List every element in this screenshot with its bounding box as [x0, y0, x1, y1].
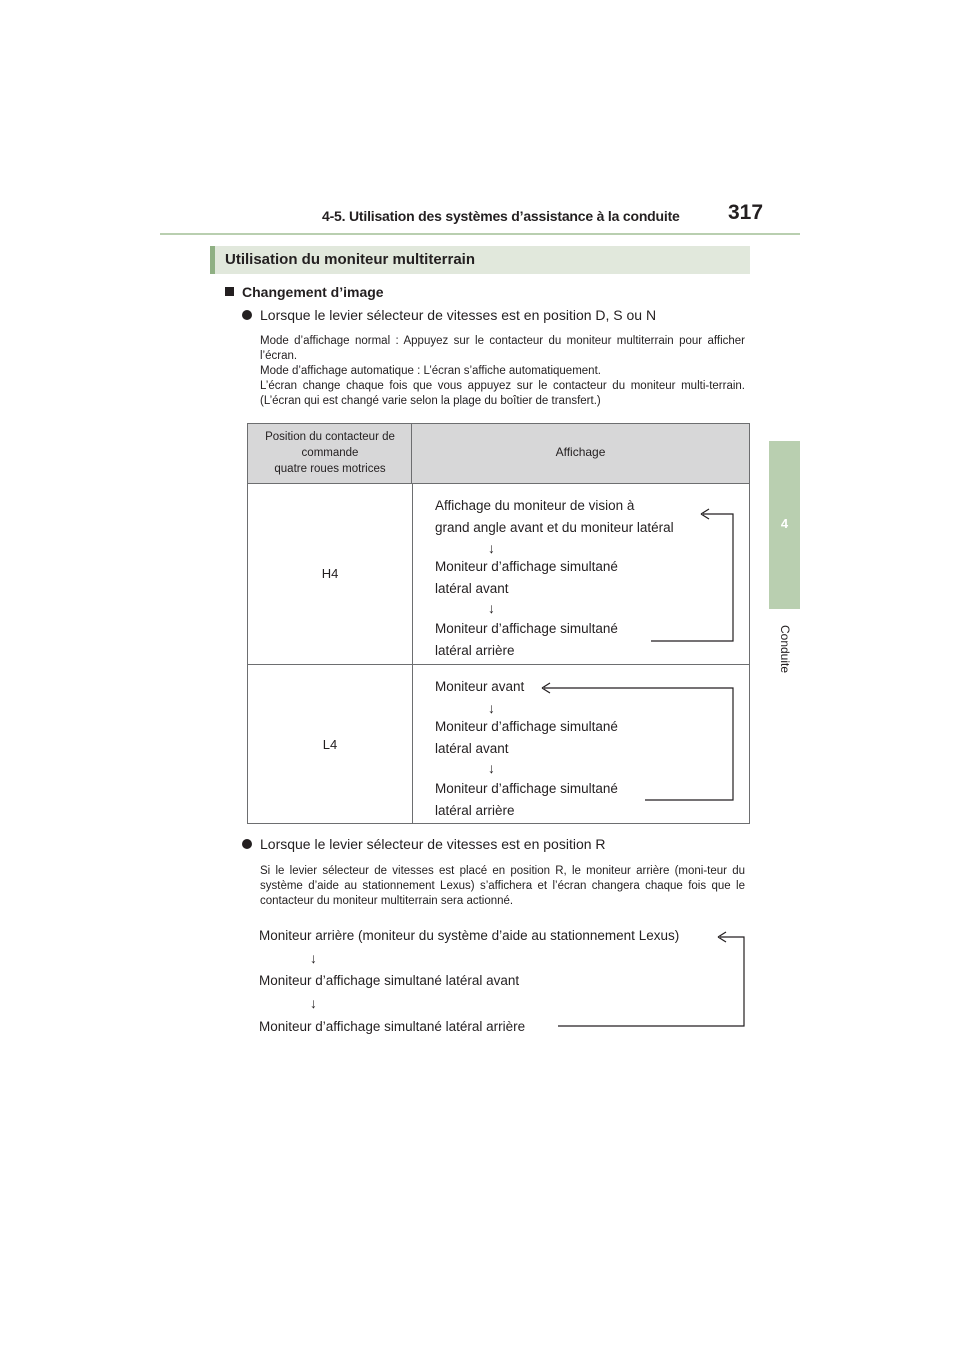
- header-rule: [160, 233, 800, 235]
- h4-step-1-line1: Affichage du moniteur de vision à: [435, 498, 635, 513]
- square-bullet-icon: [225, 287, 234, 296]
- down-arrow-icon: ↓: [310, 950, 317, 966]
- header-col1-line3: quatre roues motrices: [274, 463, 386, 475]
- header-col1-line1: Position du contacteur de: [265, 431, 395, 443]
- l4-step-3-line2: latéral arrière: [435, 802, 515, 818]
- bullet-dsn-title: Lorsque le levier sélecteur de vitesses est en position D, S ou N: [260, 307, 657, 323]
- table-header-position-text: [248, 429, 412, 477]
- h4-step-1-line2: grand angle avant et du moniteur latéral: [435, 519, 674, 535]
- h4-step-3-line2: latéral arrière: [435, 642, 515, 658]
- row-position-h4: H4: [321, 566, 339, 581]
- bullet-dot-icon: [242, 310, 252, 320]
- bullet-heading-r: [242, 836, 606, 852]
- section-heading: [210, 246, 750, 274]
- h4-step-2: [435, 556, 618, 599]
- subsection-heading: [225, 284, 384, 300]
- header-col1-line2: commande: [301, 447, 359, 459]
- h4-step-3-line1: Moniteur d’affichage simultané: [435, 621, 618, 636]
- down-arrow-icon: ↓: [310, 995, 317, 1011]
- down-arrow-icon: ↓: [488, 540, 495, 556]
- l4-step-2-line2: latéral avant: [435, 740, 509, 756]
- table-header-display: [412, 424, 749, 484]
- down-arrow-icon: ↓: [488, 600, 495, 616]
- r-loop-arrow: [540, 930, 750, 1030]
- r-step-2: Moniteur d’affichage simultané latéral avant: [259, 973, 520, 988]
- h4-step-2-line1: Moniteur d’affichage simultané: [435, 559, 618, 574]
- subsection-title: Changement d’image: [242, 284, 384, 300]
- l4-step-1-line1: Moniteur avant: [435, 679, 525, 694]
- running-header: 4-5. Utilisation des systèmes d’assistance à la conduite: [322, 208, 680, 224]
- chapter-label-text: Conduite: [778, 624, 792, 674]
- l4-step-3-line1: Moniteur d’affichage simultané: [435, 781, 618, 796]
- bullet-dot-icon: [242, 839, 252, 849]
- h4-step-2-line2: latéral avant: [435, 580, 509, 596]
- section-title: Utilisation du moniteur multiterrain: [225, 251, 476, 268]
- bullet-dsn-text-3: L’écran change chaque fois que vous appuyez sur le contacteur du moniteur multi-terrain. (L’écran qui est changé varie selon la plage du boîtier de transfert.): [260, 380, 745, 407]
- display-table: [247, 423, 750, 824]
- row-position-l4: L4: [322, 737, 338, 752]
- bullet-dsn-text-1: Mode d’affichage normal : Appuyez sur le contacteur du moniteur multiterrain pour afficher l’écran.: [260, 335, 745, 362]
- table-header-position: [248, 424, 412, 484]
- h4-step-1: [435, 495, 674, 538]
- down-arrow-icon: ↓: [488, 700, 495, 716]
- down-arrow-icon: ↓: [488, 760, 495, 776]
- chapter-label: [770, 619, 800, 679]
- r-step-3: Moniteur d’affichage simultané latéral arrière: [259, 1019, 526, 1034]
- h4-step-3: [435, 618, 618, 661]
- l4-loop-arrow: [538, 679, 738, 804]
- l4-step-2-line1: Moniteur d’affichage simultané: [435, 719, 618, 734]
- h4-loop-arrow: [648, 504, 748, 649]
- r-step-1: Moniteur arrière (moniteur du système d’aide au stationnement Lexus): [259, 928, 680, 943]
- bullet-r-text: Si le levier sélecteur de vitesses est placé en position R, le moniteur arrière (moni-teur du système d’aide au stationnement Lexus) s’affichera et l’écran changera chaque fois que le contacteur du moniteur multiterrain sera actionné.: [260, 865, 745, 907]
- bullet-r-title: Lorsque le levier sélecteur de vitesses est en position R: [260, 836, 606, 852]
- page-number: 317: [728, 201, 764, 224]
- bullet-heading-dsn: [242, 307, 656, 323]
- l4-step-1: [435, 676, 524, 698]
- bullet-dsn-text-2: Mode d’affichage automatique : L’écran s’affiche automatiquement.: [260, 365, 601, 377]
- table-row-divider: [248, 664, 749, 665]
- header-col2: Affichage: [555, 445, 606, 459]
- table-column-divider: [412, 484, 413, 823]
- chapter-number: 4: [780, 516, 789, 531]
